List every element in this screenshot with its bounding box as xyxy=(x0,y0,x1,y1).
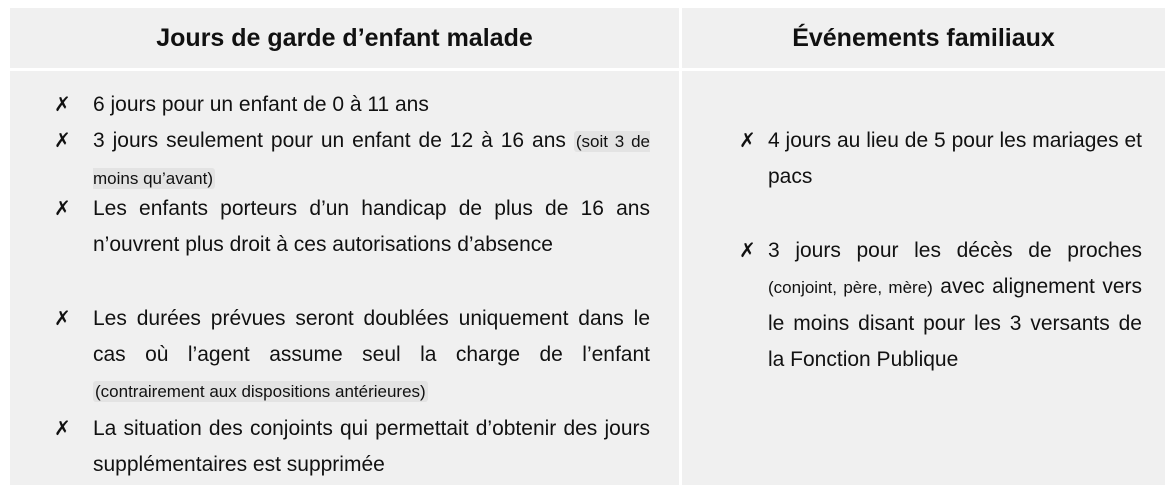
item-text: 4 jours au lieu de 5 pour les mariages et pacs xyxy=(768,129,1142,188)
item-text: Les durées prévues seront doublées uniquement dans le cas où l’agent assume seul la charge de l’enfant xyxy=(93,307,650,366)
cross-bullet-icon: ✗ xyxy=(54,94,71,116)
cross-bullet-icon: ✗ xyxy=(54,130,71,152)
list-item xyxy=(768,123,1142,195)
cross-bullet-icon: ✗ xyxy=(54,418,71,440)
item-text: 3 jours pour les décès de proches xyxy=(768,239,1142,262)
item-text: 6 jours pour un enfant de 0 à 11 ans xyxy=(93,93,429,116)
item-text: 3 jours seulement pour un enfant de 12 à 16 ans xyxy=(93,129,566,152)
list-item xyxy=(93,123,650,197)
cross-bullet-icon: ✗ xyxy=(739,130,756,152)
item-note: (soit 3 de moins qu’avant) xyxy=(93,132,650,188)
list-item xyxy=(93,411,650,483)
header-cell-left xyxy=(10,8,679,68)
cross-bullet-icon: ✗ xyxy=(54,308,71,330)
header-left-title: Jours de garde d’enfant malade xyxy=(156,24,533,52)
item-text: La situation des conjoints qui permettait d’obtenir des jours supplémentaires est supprimée xyxy=(93,417,650,476)
body-cell-left xyxy=(10,71,679,485)
body-cell-right xyxy=(682,71,1165,485)
item-note: (contrairement aux dispositions antérieures) xyxy=(95,382,426,401)
list-item xyxy=(93,191,650,263)
list-item xyxy=(768,233,1142,378)
cross-bullet-icon: ✗ xyxy=(54,198,71,220)
cross-bullet-icon: ✗ xyxy=(739,240,756,262)
item-text-continued: avec alignement vers le moins disant pour les 3 versants de la Fonction Publique xyxy=(768,275,1142,371)
list-item xyxy=(93,301,650,410)
header-right-title: Événements familiaux xyxy=(792,24,1055,52)
list-item xyxy=(93,87,653,123)
comparison-table xyxy=(10,8,1165,485)
header-cell-right xyxy=(682,8,1165,68)
item-text: Les enfants porteurs d’un handicap de plus de 16 ans n’ouvrent plus droit à ces autorisations d’absence xyxy=(93,197,650,256)
item-note: (conjoint, père, mère) xyxy=(768,278,933,297)
